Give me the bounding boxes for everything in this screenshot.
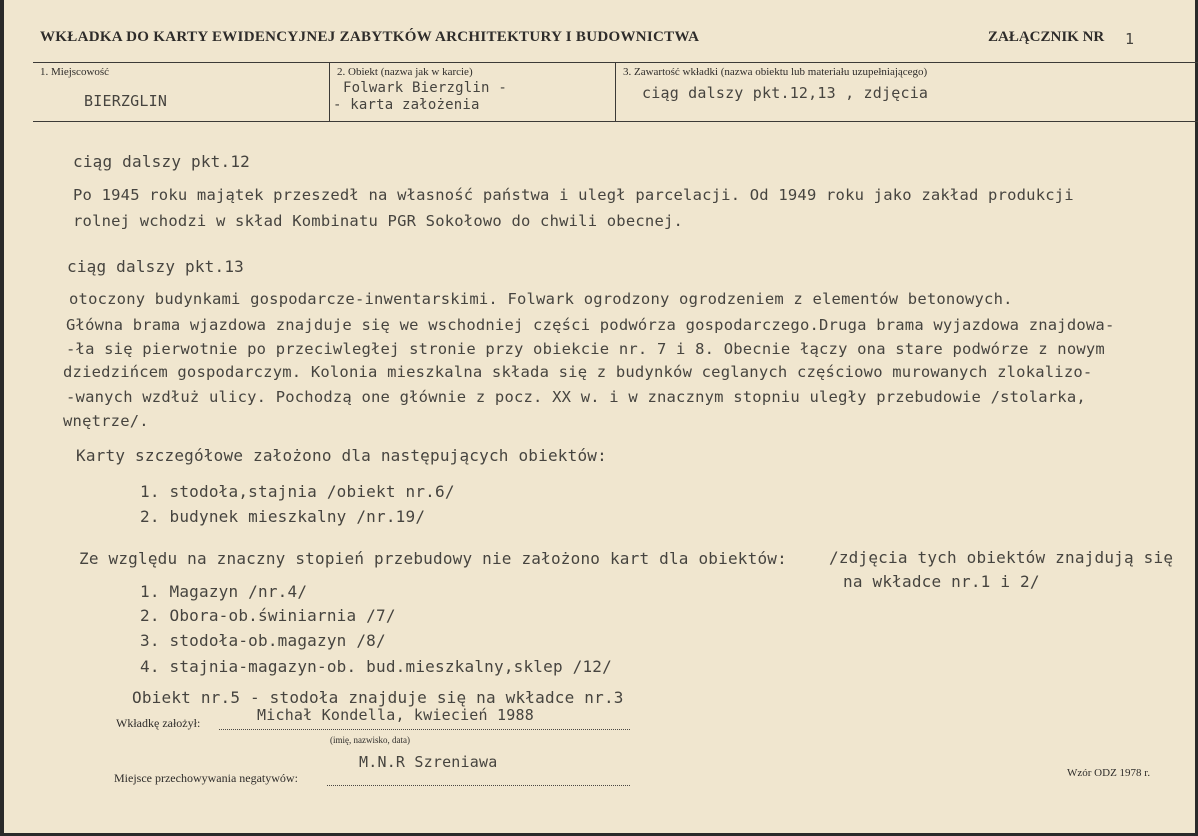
- section-13-line-1: otoczony budynkami gospodarcze-inwentarskimi. Folwark ogrodzony ogrodzeniem z elementów betonowych.: [69, 290, 1013, 308]
- section-13-line-6: wnętrze/.: [63, 412, 149, 430]
- annex-label: ZAŁĄCZNIK NR: [988, 29, 1105, 45]
- form-id: Wzór ODZ 1978 r.: [1067, 767, 1151, 779]
- field-2-label: 2. Obiekt (nazwa jak w karcie): [337, 66, 473, 78]
- no-cards-list-item-3: 3. stodoła-ob.magazyn /8/: [140, 631, 386, 650]
- author-dotted-line: [219, 729, 630, 730]
- scan-edge-left: [0, 0, 4, 836]
- no-cards-list-item-2: 2. Obora-ob.świniarnia /7/: [140, 606, 396, 625]
- negatives-label: Miejsce przechowywania negatywów:: [114, 771, 298, 785]
- section-12-heading: ciąg dalszy pkt.12: [73, 152, 250, 171]
- section-13-heading: ciąg dalszy pkt.13: [67, 257, 244, 276]
- section-12-line-2: rolnej wchodzi w skład Kombinatu PGR Sokołowo do chwili obecnej.: [73, 212, 684, 230]
- field-2-value-line2: - karta założenia: [333, 97, 480, 113]
- fields-divider-2: [615, 62, 616, 121]
- cards-list-item-1: 1. stodoła,stajnia /obiekt nr.6/: [140, 482, 455, 501]
- fields-divider-1: [329, 62, 330, 121]
- field-1-value: BIERZGLIN: [84, 92, 168, 110]
- author-value: Michał Kondella, kwiecień 1988: [257, 706, 534, 724]
- section-12-line-1: Po 1945 roku majątek przeszedł na własność państwa i uległ parcelacji. Od 1949 roku jako zakład produkcji: [73, 186, 1074, 204]
- author-label: Wkładkę założył:: [116, 716, 201, 730]
- photos-note-line-1: /zdjęcia tych obiektów znajdują się: [829, 548, 1174, 567]
- section-13-line-3: -ła się pierwotnie po przeciwległej stronie przy obiekcie nr. 7 i 8. Obecnie łączy ona stare podwórze z nowym: [66, 340, 1105, 358]
- no-cards-heading: Ze względu na znaczny stopień przebudowy nie założono kart dla obiektów:: [79, 549, 787, 568]
- section-13-line-4: dziedzińcem gospodarczym. Kolonia mieszkalna składa się z budynków ceglanych częściowo murowanych zlokalizo-: [63, 363, 1093, 381]
- field-1-label: 1. Miejscowość: [40, 66, 110, 78]
- field-3-label: 3. Zawartość wkładki (nazwa obiektu lub materiału uzupełniającego): [623, 66, 928, 78]
- negatives-value: M.N.R Szreniawa: [359, 753, 498, 771]
- cards-list-item-2: 2. budynek mieszkalny /nr.19/: [140, 507, 426, 526]
- form-title: WKŁADKA DO KARTY EWIDENCYJNEJ ZABYTKÓW ARCHITEKTURY I BUDOWNICTWA: [40, 29, 700, 45]
- field-2-value-line1: Folwark Bierzglin -: [343, 80, 507, 96]
- fields-frame-bottom: [33, 121, 1198, 122]
- annex-number: 1: [1125, 30, 1135, 48]
- cards-heading: Karty szczegółowe założono dla następujących obiektów:: [76, 446, 607, 465]
- field-3-value: ciąg dalszy pkt.12,13 , zdjęcia: [642, 84, 929, 102]
- photos-note-line-2: na wkładce nr.1 i 2/: [843, 572, 1040, 591]
- object-5-note: Obiekt nr.5 - stodoła znajduje się na wkładce nr.3: [132, 688, 624, 707]
- section-13-line-2: Główna brama wjazdowa znajduje się we wschodniej części podwórza gospodarczego.Druga brama wyjazdowa znajdowa-: [66, 316, 1115, 334]
- author-caption: (imię, nazwisko, data): [330, 735, 410, 745]
- section-13-line-5: -wanych wzdłuż ulicy. Pochodzą one głównie z pocz. XX w. i w znacznym stopniu uległy przebudowie /stolarka,: [66, 388, 1086, 406]
- negatives-dotted-line: [327, 785, 630, 786]
- no-cards-list-item-1: 1. Magazyn /nr.4/: [140, 582, 308, 601]
- no-cards-list-item-4: 4. stajnia-magazyn-ob. bud.mieszkalny,sklep /12/: [140, 657, 612, 676]
